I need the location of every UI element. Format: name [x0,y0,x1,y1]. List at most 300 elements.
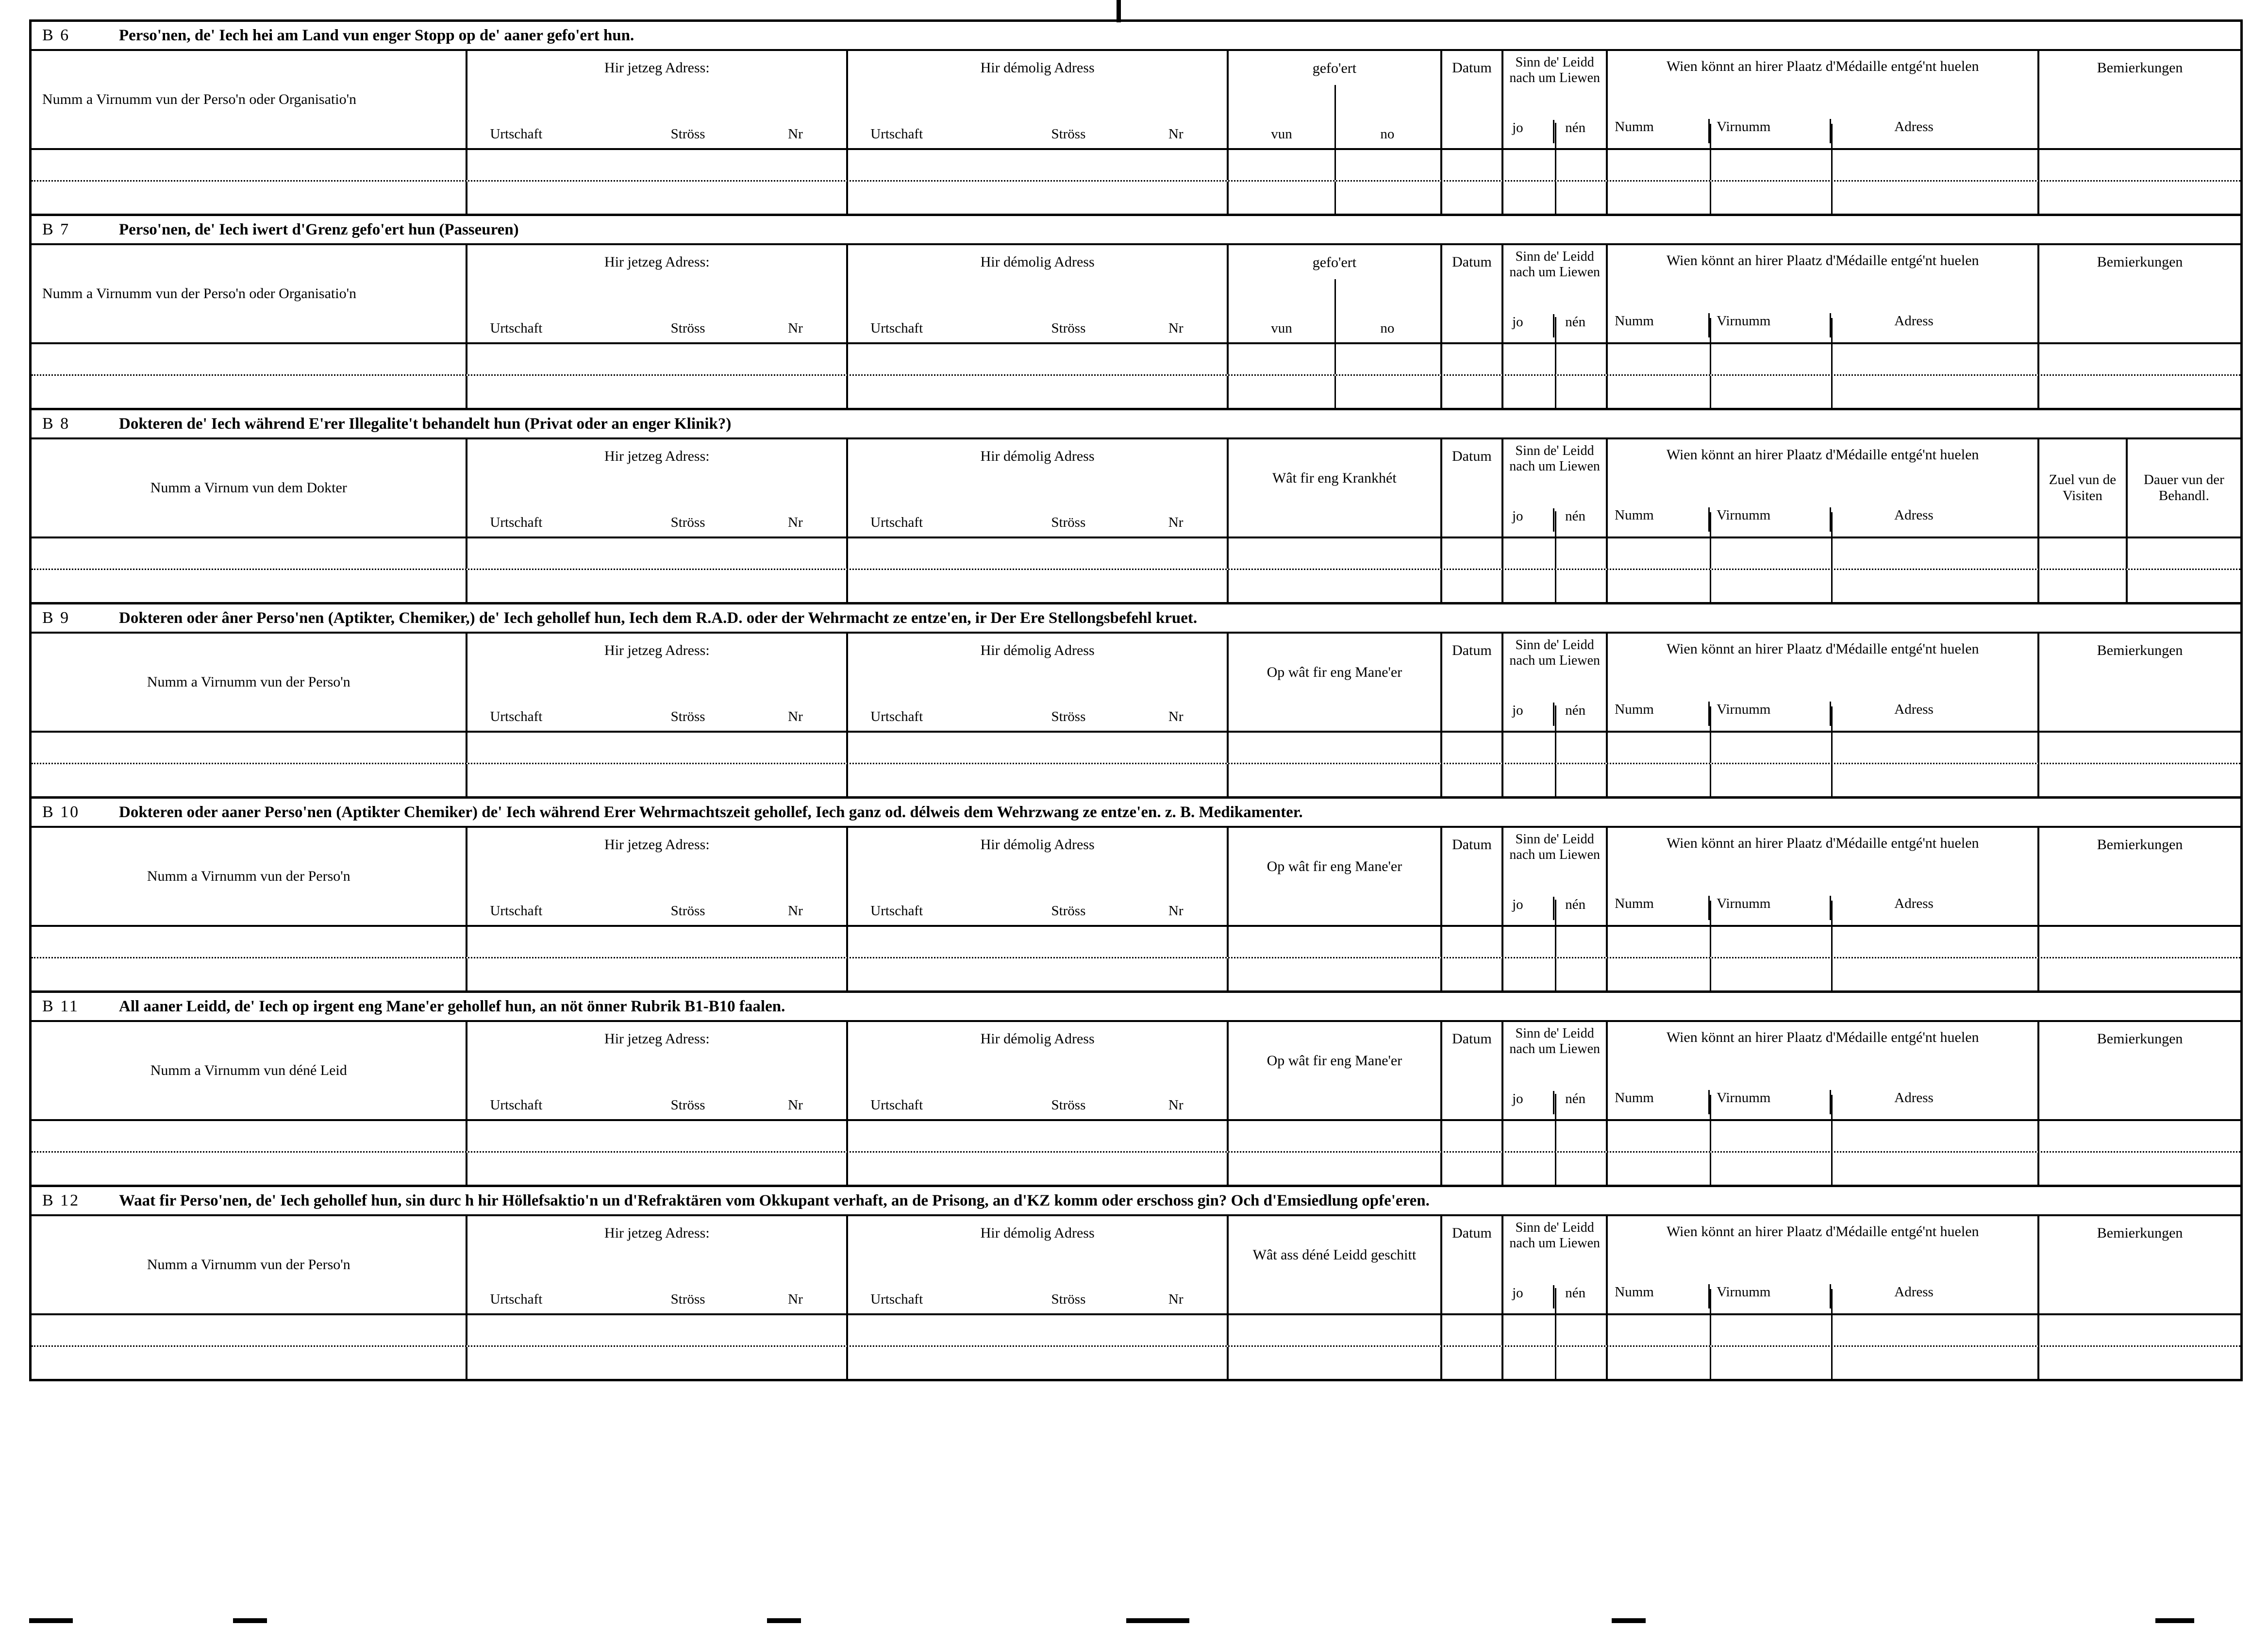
cell-medal[interactable] [1608,150,2039,180]
cell-how[interactable] [1229,344,1442,374]
cell-name[interactable] [32,764,467,796]
form-section-b11 [32,993,2240,1187]
col-address-former [848,51,1229,148]
cell-alive[interactable] [1503,1121,1608,1151]
cell-address-former[interactable] [848,376,1229,408]
col-medal-recipient [1608,828,2039,925]
alive-cell-divider [1555,150,1556,180]
cell-alive[interactable] [1503,376,1608,408]
col-address-former-caption: Hir démolig Adress [980,448,1095,464]
col-address-former [848,439,1229,536]
alive-cell-divider [1555,1315,1556,1345]
alive-cell-divider [1555,376,1556,408]
col-address-former-caption: Hir démolig Adress [980,60,1095,76]
column-header-band [32,828,2240,927]
alive-yes-label: jo [1503,314,1554,337]
column-header-band [32,245,2240,344]
cell-remarks[interactable] [2039,927,2240,957]
col-datum [1442,634,1503,731]
how-sub-1: no [1380,126,1395,142]
cell-address-former[interactable] [848,1347,1229,1379]
table-row [32,927,2240,958]
medal-divider-2 [1831,1289,1833,1313]
cell-address-former[interactable] [848,570,1229,602]
col-address-current-caption: Hir jetzeg Adress: [604,1225,710,1241]
medal-caption: Wien könnt an hirer Plaatz d'Médaille entgé'nt huelen [1666,447,1979,463]
how-subheaders [1229,320,1440,336]
medal-cell-divider-1 [1710,958,1711,990]
cell-datum[interactable] [1442,1347,1503,1379]
medal-divider-2 [1831,901,1833,925]
cell-address-current[interactable] [467,764,848,796]
cell-name[interactable] [32,182,467,214]
cell-datum[interactable] [1442,927,1503,957]
medal-sub-virnumm: Virnumm [1710,1284,1831,1308]
col-how [1229,1022,1442,1119]
cell-medal[interactable] [1608,376,2039,408]
form-section-b6 [32,22,2240,216]
section-title-row [32,993,2240,1022]
section-title-row [32,1187,2240,1216]
col-datum [1442,1216,1503,1313]
section-title-row [32,216,2240,245]
col-address-current-caption: Hir jetzeg Adress: [604,448,710,464]
cell-remarks[interactable] [2039,344,2240,374]
alive-cell-divider [1555,570,1556,602]
alive-cell-divider [1555,1347,1556,1379]
alive-cell-divider [1555,538,1556,569]
cell-extra-0[interactable] [2039,538,2128,569]
medal-cell-divider-2 [1831,1347,1833,1379]
cell-address-former[interactable] [848,927,1229,957]
cell-name[interactable] [32,1347,467,1379]
col-address-current [467,828,848,925]
cell-medal[interactable] [1608,538,2039,569]
medal-sub-virnumm: Virnumm [1710,119,1831,143]
cell-name[interactable] [32,1121,467,1151]
section-code: B 8 [42,415,70,433]
cell-name[interactable] [32,1315,467,1345]
cell-datum[interactable] [1442,538,1503,569]
cell-alive[interactable] [1503,1347,1608,1379]
cell-how[interactable] [1229,1121,1442,1151]
col-medal-recipient [1608,634,2039,731]
cell-address-current[interactable] [467,150,848,180]
col-address-current-sub-0: Urtschaft [490,1097,543,1113]
col-address-current-subheaders [467,903,846,919]
medal-cell-divider-1 [1710,538,1711,569]
section-title-row [32,799,2240,828]
cell-address-former[interactable] [848,1121,1229,1151]
how-caption: gefo'ert [1312,60,1357,76]
datum-caption: Datum [1452,1225,1492,1241]
col-extra-1 [2128,439,2240,536]
cell-alive[interactable] [1503,927,1608,957]
cell-address-current[interactable] [467,1315,848,1345]
col-address-current [467,51,848,148]
col-medal-recipient [1608,439,2039,536]
cell-alive[interactable] [1503,958,1608,990]
medal-caption: Wien könnt an hirer Plaatz d'Médaille entgé'nt huelen [1666,641,1979,657]
col-address-current-sub-2: Nr [788,1291,803,1307]
col-datum [1442,828,1503,925]
cell-medal[interactable] [1608,570,2039,602]
col-address-current-sub-0: Urtschaft [490,126,543,142]
section-heading: Dokteren oder âner Perso'nen (Aptikter, Chemiker,) de' Iech gehollef hun, Iech dem R.A.D. oder der Wehrmacht ze entze'en, ir Der Ere Stellongsbefehl kruet. [119,609,1198,627]
name-caption: Numm a Virnum vun dem Dokter [150,480,347,496]
how-cell-divider [1334,376,1336,408]
column-header-band [32,634,2240,733]
cell-how[interactable] [1229,927,1442,957]
cell-medal[interactable] [1608,182,2039,214]
cell-remarks[interactable] [2039,1315,2240,1345]
medal-subheaders [1608,896,2037,920]
cell-how[interactable] [1229,958,1442,990]
cell-alive[interactable] [1503,344,1608,374]
medal-sub-virnumm: Virnumm [1710,507,1831,532]
col-address-current [467,634,848,731]
datum-caption: Datum [1452,60,1492,76]
medal-sub-adress: Adress [1894,507,1934,523]
alive-cell-divider [1555,733,1556,763]
medal-subheaders [1608,119,2037,143]
cell-address-current[interactable] [467,927,848,957]
cell-datum[interactable] [1442,182,1503,214]
medal-sub-numm: Numm [1608,702,1710,726]
col-address-former-sub-2: Nr [1168,515,1184,530]
cell-name[interactable] [32,733,467,763]
cell-remarks[interactable] [2039,1347,2240,1379]
col-address-former-subheaders [848,1291,1227,1308]
cell-medal[interactable] [1608,958,2039,990]
how-subheaders [1229,126,1440,142]
cell-address-current[interactable] [467,344,848,374]
cell-extra-1[interactable] [2128,570,2240,602]
col-address-former-sub-0: Urtschaft [870,903,923,919]
cell-how[interactable] [1229,733,1442,763]
cell-how[interactable] [1229,376,1442,408]
cell-datum[interactable] [1442,733,1503,763]
cell-name[interactable] [32,927,467,957]
alive-cell-divider [1555,1153,1556,1185]
cell-remarks[interactable] [2039,958,2240,990]
cell-datum[interactable] [1442,570,1503,602]
col-address-former-sub-2: Nr [1168,903,1184,919]
cell-address-current[interactable] [467,1153,848,1185]
cell-address-former[interactable] [848,182,1229,214]
medal-cell-divider-1 [1710,733,1711,763]
col-address-former-subheaders [848,709,1227,725]
cell-medal[interactable] [1608,1153,2039,1185]
cell-how[interactable] [1229,1347,1442,1379]
col-address-current-subheaders [467,515,846,531]
cell-medal[interactable] [1608,1347,2039,1379]
cell-how[interactable] [1229,764,1442,796]
medal-sub-numm: Numm [1608,313,1710,337]
cell-remarks[interactable] [2039,182,2240,214]
col-address-current-sub-1: Ströss [670,709,705,724]
cell-datum[interactable] [1442,1121,1503,1151]
medal-cell-divider-2 [1831,570,1833,602]
cell-how[interactable] [1229,1153,1442,1185]
section-heading: Waat fir Perso'nen, de' Iech gehollef hun, sin durc h hir Höllefsaktio'n un d'Refraktären vom Okkupant verhaft, an de Prisong, an d'KZ komm oder erschoss gin? Och d'Emsiedlung opfe'eren. [119,1191,1430,1209]
cell-alive[interactable] [1503,570,1608,602]
cell-how[interactable] [1229,182,1442,214]
cell-medal[interactable] [1608,733,2039,763]
alive-cell-divider [1555,182,1556,214]
col-name [32,245,467,342]
table-row [32,570,2240,602]
col-alive [1503,1216,1608,1313]
cell-alive[interactable] [1503,538,1608,569]
cell-extra-0[interactable] [2039,570,2128,602]
cell-name[interactable] [32,1153,467,1185]
cell-remarks[interactable] [2039,733,2240,763]
table-row [32,1121,2240,1153]
alive-caption: Sinn de' Leidd nach um Liewen [1509,55,1600,86]
alive-yes-label: jo [1503,1285,1554,1308]
medal-divider-2 [1831,512,1833,536]
alive-no-label: nén [1565,703,1586,718]
section-title-row [32,410,2240,439]
cell-medal[interactable] [1608,764,2039,796]
alive-yes-label: jo [1503,508,1554,532]
col-alive [1503,439,1608,536]
cell-address-former[interactable] [848,764,1229,796]
name-caption: Numm a Virnumm vun der Perso'n [147,674,350,690]
col-address-current-sub-0: Urtschaft [490,1291,543,1307]
table-row [32,1315,2240,1347]
medal-cell-divider-1 [1710,376,1711,408]
medal-cell-divider-1 [1710,1347,1711,1379]
cell-address-current[interactable] [467,1347,848,1379]
cell-address-current[interactable] [467,733,848,763]
cell-address-former[interactable] [848,1315,1229,1345]
table-row [32,182,2240,214]
how-caption: Op wât fir eng Mane'er [1267,1053,1402,1069]
name-caption: Numm a Virnumm vun der Perso'n oder Organisatio'n [42,285,356,302]
cell-remarks[interactable] [2039,764,2240,796]
cell-alive[interactable] [1503,1153,1608,1185]
cell-address-current[interactable] [467,376,848,408]
medal-cell-divider-2 [1831,182,1833,214]
col-address-current [467,1022,848,1119]
form-table [29,19,2243,1381]
medal-subheaders [1608,1090,2037,1114]
cell-extra-1[interactable] [2128,538,2240,569]
col-address-current-sub-1: Ströss [670,903,705,919]
col-address-former-sub-1: Ströss [1051,709,1086,724]
medal-cell-divider-1 [1710,1315,1711,1345]
alive-no-label: nén [1565,508,1585,524]
alive-caption: Sinn de' Leidd nach um Liewen [1509,637,1600,669]
cell-address-former[interactable] [848,733,1229,763]
col-datum [1442,439,1503,536]
alive-yes-label: jo [1503,703,1554,726]
cell-address-current[interactable] [467,1121,848,1151]
cell-medal[interactable] [1608,344,2039,374]
medal-sub-numm: Numm [1608,896,1710,920]
cell-address-current[interactable] [467,182,848,214]
col-remarks [2039,51,2240,148]
section-heading: All aaner Leidd, de' Iech op irgent eng Mane'er gehollef hun, an nöt önner Rubrik B1-B10 faalen. [119,997,785,1015]
section-code: B 7 [42,220,70,238]
section-heading: Dokteren oder aaner Perso'nen (Aptikter Chemiker) de' Iech während Erer Wehrmachtszeit gehollef, Iech ganz od. délweis dem Wehrzwang ze entze'en. z. B. Medikamenter. [119,803,1303,821]
col-address-current-caption: Hir jetzeg Adress: [604,1031,710,1047]
cell-name[interactable] [32,570,467,602]
col-name [32,1022,467,1119]
col-address-former-sub-0: Urtschaft [870,320,923,336]
cell-datum[interactable] [1442,958,1503,990]
cell-medal[interactable] [1608,1315,2039,1345]
cell-datum[interactable] [1442,344,1503,374]
datum-caption: Datum [1452,448,1492,464]
datum-caption: Datum [1452,642,1492,658]
medal-sub-virnumm: Virnumm [1710,702,1831,726]
alive-subheaders [1503,1091,1606,1114]
medal-sub-numm: Numm [1608,507,1710,532]
cell-name[interactable] [32,150,467,180]
col-medal-recipient [1608,51,2039,148]
bottom-registration-marks [29,1618,2239,1623]
col-address-former-caption: Hir démolig Adress [980,837,1095,853]
col-address-former-caption: Hir démolig Adress [980,642,1095,658]
medal-cell-divider-2 [1831,764,1833,796]
cell-alive[interactable] [1503,1315,1608,1345]
col-address-current-sub-0: Urtschaft [490,903,543,919]
alive-cell-divider [1555,927,1556,957]
column-header-band [32,439,2240,538]
col-address-former-sub-1: Ströss [1051,903,1086,919]
cell-datum[interactable] [1442,1315,1503,1345]
cell-remarks[interactable] [2039,376,2240,408]
col-address-former-caption: Hir démolig Adress [980,1225,1095,1241]
col-alive [1503,634,1608,731]
medal-caption: Wien könnt an hirer Plaatz d'Médaille entgé'nt huelen [1666,1224,1979,1240]
col-datum [1442,1022,1503,1119]
cell-address-former[interactable] [848,1153,1229,1185]
column-header-band [32,51,2240,150]
cell-address-current[interactable] [467,570,848,602]
cell-medal[interactable] [1608,1121,2039,1151]
col-address-current-sub-1: Ströss [670,320,705,336]
col-address-current-subheaders [467,1291,846,1308]
medal-divider-2 [1831,706,1833,731]
form-section-b10 [32,799,2240,993]
medal-cell-divider-1 [1710,1121,1711,1151]
cell-datum[interactable] [1442,376,1503,408]
cell-name[interactable] [32,538,467,569]
cell-name[interactable] [32,344,467,374]
medal-divider-1 [1710,1095,1711,1119]
medal-subheaders [1608,1284,2037,1308]
medal-cell-divider-2 [1831,1121,1833,1151]
medal-cell-divider-1 [1710,150,1711,180]
col-how [1229,634,1442,731]
alive-subheaders [1503,120,1606,143]
how-caption: Op wât fir eng Mane'er [1267,858,1402,874]
section-heading: Perso'nen, de' Iech iwert d'Grenz gefo'ert hun (Passeuren) [119,220,519,238]
medal-cell-divider-1 [1710,344,1711,374]
medal-cell-divider-2 [1831,344,1833,374]
cell-alive[interactable] [1503,150,1608,180]
name-caption: Numm a Virnumm vun déné Leid [150,1062,347,1078]
extra-caption-0: Zuel vun de Visiten [2049,472,2117,503]
medal-caption: Wien könnt an hirer Plaatz d'Médaille entgé'nt huelen [1666,252,1979,268]
cell-medal[interactable] [1608,927,2039,957]
medal-divider-1 [1710,124,1711,148]
col-name [32,828,467,925]
registration-tick-mark [1117,0,1121,22]
col-address-former-caption: Hir démolig Adress [980,1031,1095,1047]
table-row [32,958,2240,990]
cell-alive[interactable] [1503,764,1608,796]
medal-cell-divider-1 [1710,570,1711,602]
cell-how[interactable] [1229,1315,1442,1345]
col-address-current-sub-0: Urtschaft [490,320,543,336]
cell-address-current[interactable] [467,538,848,569]
cell-alive[interactable] [1503,182,1608,214]
datum-caption: Datum [1452,254,1492,270]
col-name [32,439,467,536]
extra-caption-1: Dauer vun der Behandl. [2143,472,2224,503]
col-address-current-subheaders [467,1097,846,1113]
cell-address-former[interactable] [848,958,1229,990]
cell-remarks[interactable] [2039,1121,2240,1151]
medal-sub-virnumm: Virnumm [1710,313,1831,337]
cell-how[interactable] [1229,150,1442,180]
alive-subheaders [1503,897,1606,920]
cell-address-current[interactable] [467,958,848,990]
cell-name[interactable] [32,958,467,990]
col-address-current [467,1216,848,1313]
cell-how[interactable] [1229,538,1442,569]
col-name [32,634,467,731]
medal-cell-divider-1 [1710,764,1711,796]
name-caption: Numm a Virnumm vun der Perso'n [147,868,350,884]
cell-name[interactable] [32,376,467,408]
cell-datum[interactable] [1442,764,1503,796]
how-caption: Wât fir eng Krankhét [1272,470,1397,486]
medal-divider-1 [1710,512,1711,536]
cell-address-former[interactable] [848,150,1229,180]
cell-how[interactable] [1229,570,1442,602]
how-sub-0: vun [1271,126,1292,142]
column-header-band [32,1216,2240,1315]
cell-address-former[interactable] [848,538,1229,569]
col-address-current [467,439,848,536]
cell-remarks[interactable] [2039,150,2240,180]
medal-subheaders [1608,313,2037,337]
medal-cell-divider-2 [1831,958,1833,990]
alive-subheaders [1503,508,1606,532]
medal-sub-virnumm: Virnumm [1710,1090,1831,1114]
medal-sub-adress: Adress [1894,313,1934,329]
cell-alive[interactable] [1503,733,1608,763]
cell-datum[interactable] [1442,150,1503,180]
col-address-current-caption: Hir jetzeg Adress: [604,837,710,853]
how-caption: gefo'ert [1312,254,1357,270]
table-row [32,376,2240,408]
cell-address-former[interactable] [848,344,1229,374]
remarks-caption: Bemierkungen [2097,254,2183,270]
cell-remarks[interactable] [2039,1153,2240,1185]
col-how [1229,51,1442,148]
cell-datum[interactable] [1442,1153,1503,1185]
how-cell-divider [1334,344,1336,374]
medal-caption: Wien könnt an hirer Plaatz d'Médaille entgé'nt huelen [1666,1029,1979,1045]
table-row [32,344,2240,376]
